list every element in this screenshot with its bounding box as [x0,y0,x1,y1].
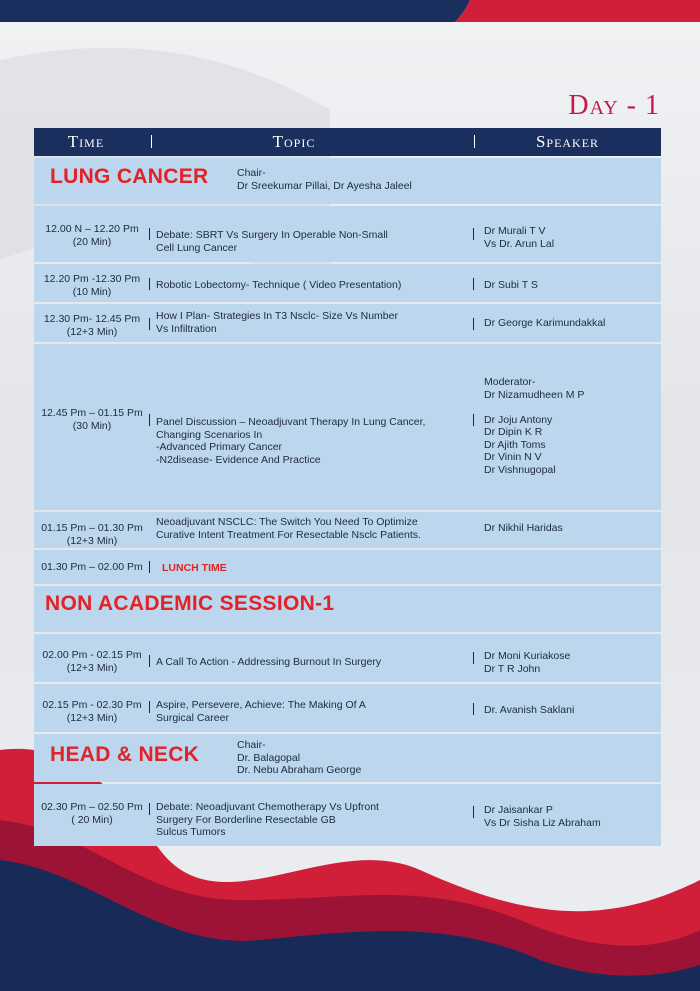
divider [149,318,150,330]
divider [149,701,150,713]
topic-line: Debate: SBRT Vs Surgery In Operable Non-Small [156,229,388,241]
topic-line: How I Plan- Strategies In T3 Nsclc- Size Vs Number [156,310,398,322]
section-title-head-neck: HEAD & NECK [50,743,200,766]
speaker-name: Dr. Avanish Saklani [484,704,575,716]
row-time [38,522,146,547]
row-speaker [484,279,659,292]
divider [149,414,150,426]
table-header [34,128,661,156]
chair-block [237,739,361,777]
row-speaker [484,317,659,330]
row-time [38,407,146,432]
topic-line: A Call To Action - Addressing Burnout In Surgery [156,656,382,668]
divider [149,228,150,240]
speaker-name: Dr Moni Kuriakose [484,650,571,662]
row-topic [156,310,474,335]
row-speaker [484,376,659,476]
row-speaker [484,225,659,250]
divider [149,655,150,667]
section-title-non-academic: NON ACADEMIC SESSION-1 [45,592,335,615]
divider [473,806,474,818]
speaker-name: Vs Dr Sisha Liz Abraham [484,816,601,829]
table-row [34,206,661,262]
section-title-lung-cancer: LUNG CANCER [50,165,209,188]
topic-line: Vs Infiltration [156,322,217,335]
header-speaker: Speaker [535,132,600,151]
topic-line: Aspire, Persevere, Achieve: The Making Of A [156,699,366,711]
chair-label: Chair- [237,739,266,751]
topic-line: Panel Discussion – Neoadjuvant Therapy In Lung Cancer, [156,416,426,428]
speaker-name: Dr Nizamudheen M P [484,388,585,401]
row-topic [156,279,474,292]
speaker-name: Dr T R John [484,662,541,675]
header-time: Time [67,132,105,151]
topic-line: Cell Lung Cancer [156,241,238,254]
divider [149,803,150,815]
topic-line: Surgery For Borderline Resectable GB [156,813,336,826]
row-speaker [484,650,659,675]
time-range: 12.20 Pm -12.30 Pm [43,273,141,285]
topic-line: Sulcus Tumors [156,826,226,838]
lunch-label: LUNCH TIME [162,562,227,574]
row-speaker [484,704,659,717]
topic-line: Curative Intent Treatment For Resectable Nsclc Patients. [156,528,421,541]
duration: (12+3 Min) [66,325,118,338]
divider [149,561,150,573]
row-time [38,561,146,574]
row-topic [156,801,474,839]
speaker-name: Dr Murali T V [484,225,546,237]
topic-line: Changing Scenarios In [156,428,263,441]
divider [473,228,474,240]
schedule-table [34,128,661,838]
divider [473,652,474,664]
row-speaker [484,804,659,829]
speaker-name: Dr George Karimundakkal [484,317,606,329]
topic-line: -N2disease- Evidence And Practice [156,453,321,466]
speaker-name: Dr Nikhil Haridas [484,522,563,534]
speaker-name: Dr Jaisankar P [484,804,553,816]
section-row-non-academic [34,586,661,632]
row-time [38,273,146,298]
speaker-gap [484,401,659,414]
table-row [34,634,661,682]
header-topic: Topic [272,132,316,151]
table-row [34,550,661,584]
duration: (30 Min) [72,419,112,432]
duration: (12+3 Min) [66,534,118,547]
topic-line: Debate: Neoadjuvant Chemotherapy Vs Upfront [156,801,379,813]
section-row-lung-cancer [34,158,661,204]
speaker-name: Dr Dipin K R [484,426,543,438]
row-topic [156,699,474,724]
divider [473,703,474,715]
divider [473,318,474,330]
row-topic [156,416,474,466]
chair-name: Dr Sreekumar Pillai, Dr Ayesha Jaleel [237,179,412,192]
speaker-name: Dr Subi T S [484,279,538,291]
topic-line: Neoadjuvant NSCLC: The Switch You Need To Optimize [156,516,418,528]
top-navy-band [0,0,470,22]
row-topic [156,229,474,254]
speaker-name: Dr Joju Antony [484,413,553,426]
table-row [34,344,661,510]
row-time [38,223,146,248]
row-time [38,313,146,338]
chair-block [237,167,412,192]
table-row [34,512,661,548]
time-range: 02.00 Pm - 02.15 Pm [42,649,142,661]
speaker-name: Dr Vinin N V [484,451,542,463]
row-topic [156,516,474,541]
top-red-band [455,0,700,22]
day-title: Day - 1 [568,90,660,121]
time-range: 02.15 Pm - 02.30 Pm [42,699,142,711]
chair-name: Dr. Balagopal [237,751,301,764]
time-range: 01.30 Pm – 02.00 Pm [41,561,143,573]
speaker-name: Moderator- [484,376,536,388]
topic-line: Surgical Career [156,711,229,724]
duration: (10 Min) [72,285,112,298]
speaker-name: Dr Ajith Toms [484,438,546,451]
table-row [34,784,661,846]
table-row [34,264,661,302]
time-range: 12.00 N – 12.20 Pm [45,223,139,235]
topic-line: -Advanced Primary Cancer [156,441,283,453]
row-time [38,649,146,674]
row-time [38,699,146,724]
topic-line: Robotic Lobectomy- Technique ( Video Presentation) [156,279,402,291]
duration: (12+3 Min) [66,711,118,724]
divider [473,278,474,290]
chair-name: Dr. Nebu Abraham George [237,764,362,776]
row-time [38,801,146,826]
row-topic [156,656,474,669]
speaker-name: Dr Vishnugopal [484,463,556,476]
speaker-name: Vs Dr. Arun Lal [484,237,555,250]
duration: (12+3 Min) [66,661,118,674]
table-row [34,304,661,342]
time-range: 02.30 Pm – 02.50 Pm [41,801,143,813]
chair-label: Chair- [237,167,266,179]
time-range: 12.30 Pm- 12.45 Pm [43,313,141,325]
time-range: 01.15 Pm – 01.30 Pm [41,522,143,534]
table-row [34,684,661,732]
divider [149,278,150,290]
duration: (20 Min) [72,235,112,248]
time-range: 12.45 Pm – 01.15 Pm [41,407,143,419]
header-divider [151,135,152,148]
row-speaker [484,522,659,535]
section-row-head-neck [34,734,661,782]
divider [473,414,474,426]
duration: ( 20 Min) [71,813,113,826]
